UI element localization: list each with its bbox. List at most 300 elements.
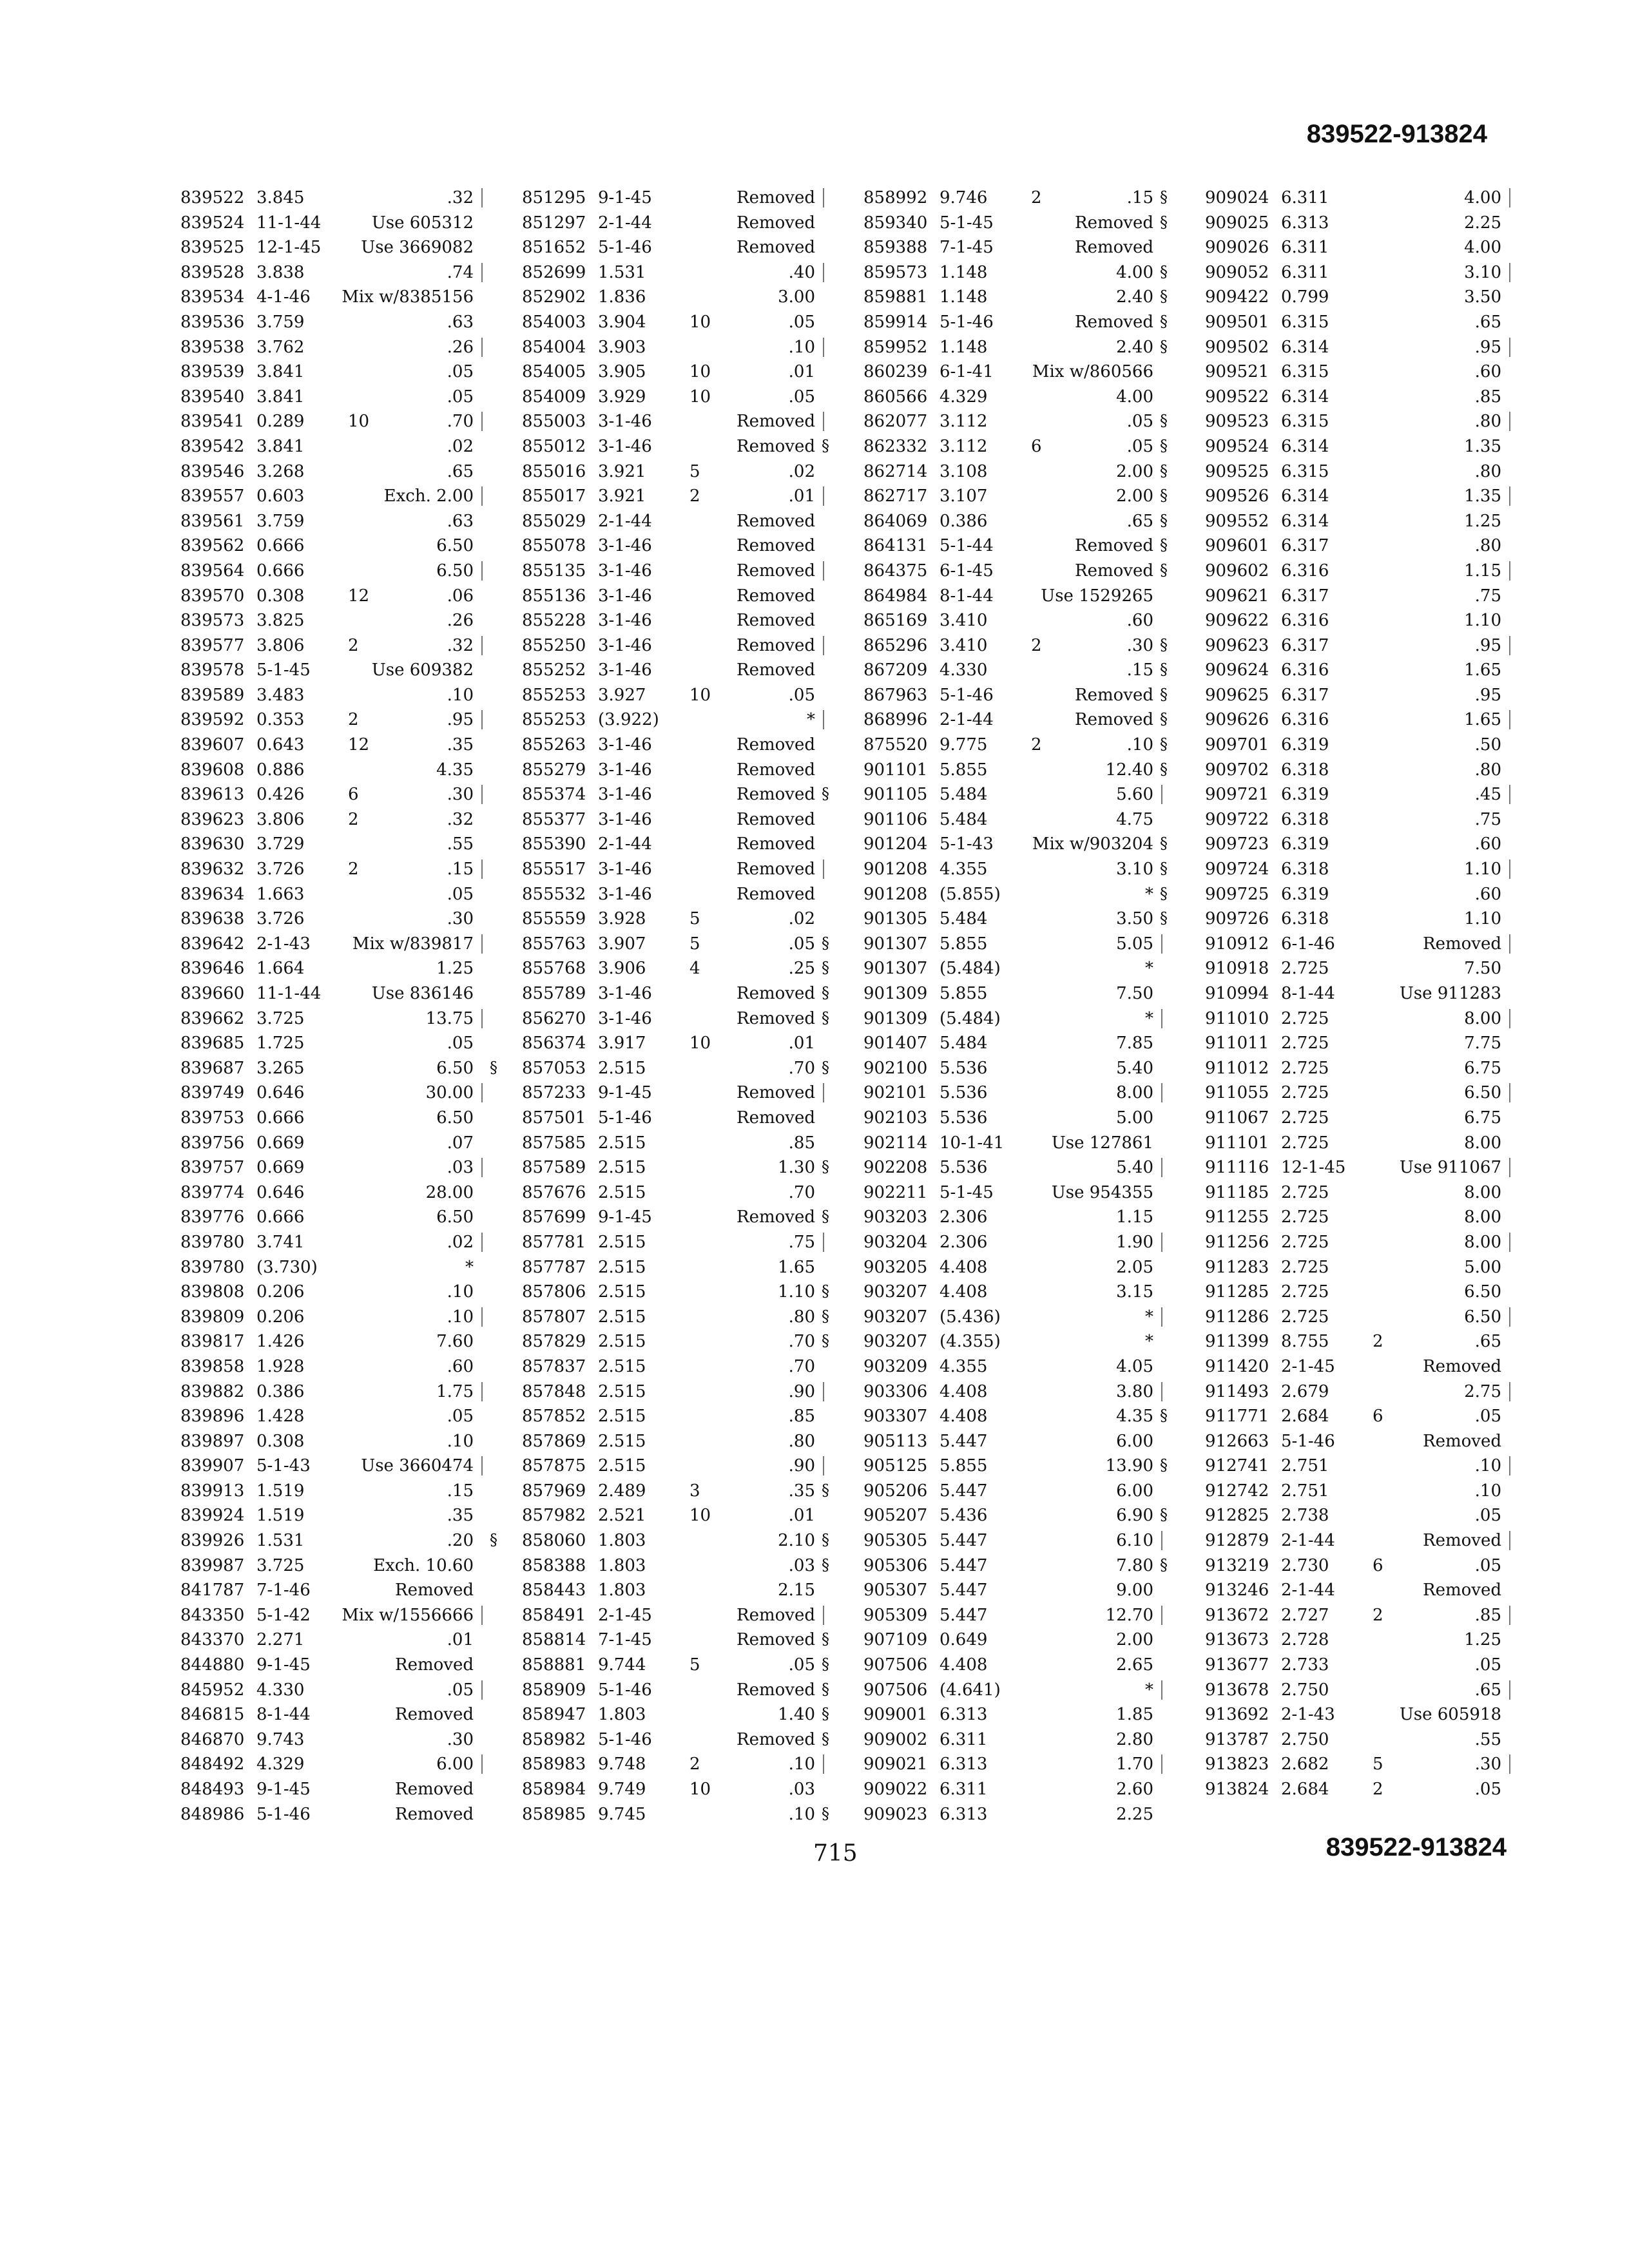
list-item — [1205, 486, 1527, 512]
part-number: 856270 — [522, 1008, 586, 1028]
list-item — [863, 760, 1179, 785]
price-or-status: 5.60 — [1116, 785, 1153, 805]
list-item — [522, 238, 841, 263]
part-number: 901309 — [863, 984, 928, 1003]
price-or-status: Removed — [737, 611, 815, 631]
section-mark: § — [1160, 287, 1168, 306]
part-number: 903307 — [863, 1407, 928, 1427]
price-or-status: 4.00 — [1116, 262, 1153, 282]
part-number: 905305 — [863, 1531, 928, 1551]
spec-or-date: 6.314 — [1281, 387, 1329, 407]
part-number: 862077 — [863, 412, 928, 432]
section-mark: § — [1160, 436, 1168, 455]
spec-or-date: 0.669 — [256, 1158, 305, 1178]
spec-or-date: 6.315 — [1281, 461, 1329, 481]
spec-or-date: 5.447 — [940, 1555, 988, 1575]
list-item — [1205, 312, 1527, 338]
spec-or-date: 6.317 — [1281, 635, 1329, 655]
list-item — [863, 1282, 1179, 1307]
price-or-status: Use 911067 — [1399, 1158, 1501, 1178]
price-or-status: Removed — [737, 213, 815, 233]
column-rule — [1161, 1531, 1162, 1550]
part-number: 845952 — [180, 1680, 245, 1700]
spec-or-date: 3.726 — [256, 909, 305, 929]
spec-or-date: 11-1-44 — [256, 984, 322, 1003]
spec-or-date: 6.314 — [1281, 436, 1329, 456]
price-or-status: Removed — [1075, 213, 1153, 233]
list-item — [180, 512, 509, 537]
section-mark: § — [822, 1630, 829, 1649]
price-or-status: Removed — [737, 1108, 815, 1128]
list-item — [522, 1258, 841, 1283]
column-rule — [1509, 561, 1510, 581]
list-item — [863, 834, 1179, 860]
part-number: 907506 — [863, 1655, 928, 1675]
part-number: 909021 — [863, 1754, 928, 1774]
list-item — [863, 1183, 1179, 1208]
section-mark: § — [822, 1207, 829, 1226]
spec-or-date: 5-1-46 — [598, 1108, 652, 1128]
part-number: 909725 — [1205, 884, 1269, 904]
list-item — [863, 1680, 1179, 1706]
part-number: 858982 — [522, 1729, 586, 1749]
price-or-status: 1.70 — [1116, 1754, 1153, 1774]
spec-or-date: 3.725 — [256, 1555, 305, 1575]
price-or-status: .15 — [447, 860, 474, 879]
price-or-status: * — [1145, 1680, 1153, 1700]
price-or-status: .05 — [1474, 1555, 1501, 1575]
list-item — [522, 1332, 841, 1357]
quantity: 10 — [689, 1033, 711, 1053]
part-number: 859881 — [863, 287, 928, 307]
spec-or-date: 3.928 — [598, 909, 646, 929]
price-or-status: 6.00 — [1116, 1481, 1153, 1501]
part-number: 854005 — [522, 362, 586, 382]
spec-or-date: 4.355 — [940, 860, 988, 879]
column-rule — [1509, 1158, 1510, 1177]
price-or-status: .15 — [447, 1481, 474, 1501]
part-number: 864069 — [863, 511, 928, 531]
spec-or-date: 3-1-46 — [598, 884, 652, 904]
list-item — [180, 611, 509, 636]
spec-or-date: 3.906 — [598, 959, 646, 979]
list-item — [180, 686, 509, 711]
price-or-status: .05 — [1474, 1506, 1501, 1526]
list-item — [863, 536, 1179, 561]
spec-or-date: 2.271 — [256, 1630, 305, 1650]
price-or-status: 3.15 — [1116, 1282, 1153, 1302]
list-item — [522, 1108, 841, 1133]
spec-or-date: 2.515 — [598, 1158, 646, 1178]
price-or-status: 1.10 — [1464, 860, 1501, 879]
spec-or-date: 1.148 — [940, 287, 988, 307]
price-or-status: 4.35 — [436, 760, 474, 780]
part-number: 903207 — [863, 1307, 928, 1327]
list-item — [1205, 1382, 1527, 1407]
price-or-status: 9.00 — [1116, 1581, 1153, 1600]
part-number: 867963 — [863, 685, 928, 705]
part-number: 839613 — [180, 785, 245, 805]
part-number: 839557 — [180, 486, 245, 506]
list-item — [180, 1158, 509, 1183]
section-mark: § — [822, 934, 829, 952]
spec-or-date: 0.646 — [256, 1083, 305, 1103]
part-number: 909552 — [1205, 511, 1269, 531]
price-or-status: .80 — [1474, 760, 1501, 780]
spec-or-date: 6.315 — [1281, 312, 1329, 332]
price-or-status: .01 — [447, 1630, 474, 1650]
list-item — [522, 1581, 841, 1606]
list-item — [863, 561, 1179, 586]
part-number: 839541 — [180, 412, 245, 432]
spec-or-date: 5-1-46 — [598, 1680, 652, 1700]
list-item — [863, 1432, 1179, 1457]
part-number: 839592 — [180, 710, 245, 730]
list-item — [522, 1481, 841, 1506]
list-item — [180, 1207, 509, 1233]
spec-or-date: 0.386 — [940, 511, 988, 531]
list-item — [1205, 238, 1527, 263]
list-item — [1205, 1033, 1527, 1059]
part-number: 839536 — [180, 312, 245, 332]
part-number: 901106 — [863, 809, 928, 829]
spec-or-date: 5.484 — [940, 785, 988, 805]
price-or-status: .85 — [788, 1407, 815, 1427]
list-item — [863, 810, 1179, 835]
column-rule — [1161, 1233, 1162, 1252]
column-rule — [823, 486, 824, 506]
spec-or-date: 2.725 — [1281, 1108, 1329, 1128]
price-or-status: Removed — [737, 1729, 815, 1749]
column-rule — [823, 1382, 824, 1401]
part-number: 912742 — [1205, 1481, 1269, 1501]
column-rule — [823, 263, 824, 282]
price-or-status: .15 — [1126, 188, 1153, 207]
spec-or-date: 3.762 — [256, 337, 305, 357]
list-item — [180, 437, 509, 462]
list-item — [522, 362, 841, 387]
price-or-status: * — [1145, 1307, 1153, 1327]
column-rule — [1161, 1680, 1162, 1700]
column-rule — [823, 1233, 824, 1252]
list-item — [1205, 387, 1527, 412]
list-item — [522, 263, 841, 288]
spec-or-date: 12-1-45 — [1281, 1158, 1346, 1178]
column-rule — [823, 1083, 824, 1102]
part-number: 848986 — [180, 1804, 245, 1824]
spec-or-date: 9-1-45 — [598, 1083, 652, 1103]
list-item — [180, 387, 509, 412]
list-item — [1205, 338, 1527, 363]
spec-or-date: 3-1-46 — [598, 760, 652, 780]
spec-or-date: 5.447 — [940, 1481, 988, 1501]
price-or-status: .02 — [788, 461, 815, 481]
quantity: 2 — [689, 1754, 700, 1774]
spec-or-date: 3.112 — [940, 412, 988, 432]
part-number: 858983 — [522, 1754, 586, 1774]
spec-or-date: 2.684 — [1281, 1407, 1329, 1427]
price-or-status: .60 — [1474, 884, 1501, 904]
spec-or-date: 2.725 — [1281, 1257, 1329, 1277]
spec-or-date: 0.603 — [256, 486, 305, 506]
part-number: 903207 — [863, 1332, 928, 1352]
part-number: 839897 — [180, 1431, 245, 1451]
price-or-status: 4.75 — [1116, 809, 1153, 829]
spec-or-date: 0.289 — [256, 412, 305, 432]
spec-or-date: 2.750 — [1281, 1680, 1329, 1700]
price-or-status: * — [1145, 884, 1153, 904]
price-or-status: .05 — [788, 685, 815, 705]
price-or-status: .05 — [788, 387, 815, 407]
part-number: 839538 — [180, 337, 245, 357]
part-number: 839780 — [180, 1257, 245, 1277]
price-or-status: 1.15 — [1116, 1207, 1153, 1227]
price-or-status: .30 — [447, 909, 474, 929]
price-or-status: 2.00 — [1116, 1630, 1153, 1650]
part-number: 858388 — [522, 1555, 586, 1575]
section-mark: § — [1160, 337, 1168, 356]
list-item — [180, 1183, 509, 1208]
spec-or-date: 2.515 — [598, 1381, 646, 1401]
list-item — [1205, 860, 1527, 885]
part-number: 839570 — [180, 586, 245, 606]
price-or-status: .30 — [447, 785, 474, 805]
price-or-status: Removed — [737, 561, 815, 581]
price-or-status: 6.50 — [1464, 1083, 1501, 1103]
list-item — [1205, 785, 1527, 810]
price-or-status: 1.25 — [1464, 511, 1501, 531]
price-or-status: 12.40 — [1105, 760, 1153, 780]
list-item — [863, 1754, 1179, 1780]
part-number: 905306 — [863, 1555, 928, 1575]
part-number: 909502 — [1205, 337, 1269, 357]
spec-or-date: 0.646 — [256, 1182, 305, 1202]
part-number: 839687 — [180, 1058, 245, 1078]
spec-or-date: 6.311 — [1281, 238, 1329, 258]
price-or-status: .05 — [1126, 436, 1153, 456]
column-rule — [1509, 1531, 1510, 1550]
price-or-status: .65 — [1474, 312, 1501, 332]
price-or-status: .85 — [1474, 1605, 1501, 1625]
list-item — [1205, 810, 1527, 835]
list-item — [863, 959, 1179, 984]
part-number: 856374 — [522, 1033, 586, 1053]
list-item — [522, 1059, 841, 1084]
price-or-status: .35 — [447, 1506, 474, 1526]
price-or-status: Removed — [737, 1008, 815, 1028]
spec-or-date: 2.306 — [940, 1232, 988, 1252]
list-item — [522, 1754, 841, 1780]
price-or-status: 5.40 — [1116, 1158, 1153, 1178]
part-number: 848492 — [180, 1754, 245, 1774]
part-number: 857848 — [522, 1381, 586, 1401]
list-item — [522, 536, 841, 561]
part-number: 839660 — [180, 984, 245, 1003]
part-number: 858491 — [522, 1605, 586, 1625]
part-number: 901307 — [863, 934, 928, 954]
part-number: 909723 — [1205, 834, 1269, 854]
spec-or-date: 0.666 — [256, 1108, 305, 1128]
price-or-status: 1.90 — [1116, 1232, 1153, 1252]
part-number: 843370 — [180, 1630, 245, 1650]
part-number: 909522 — [1205, 387, 1269, 407]
price-or-status: .30 — [1474, 1754, 1501, 1774]
list-item — [522, 338, 841, 363]
column-rule — [823, 561, 824, 581]
price-or-status: 8.00 — [1464, 1008, 1501, 1028]
part-number: 913678 — [1205, 1680, 1269, 1700]
list-item — [180, 1556, 509, 1581]
part-number: 909422 — [1205, 287, 1269, 307]
spec-or-date: 5-1-46 — [940, 685, 994, 705]
part-number: 839882 — [180, 1381, 245, 1401]
price-or-status: 3.00 — [778, 287, 815, 307]
section-mark: § — [822, 1655, 829, 1674]
part-number: 909726 — [1205, 909, 1269, 929]
section-mark: § — [822, 785, 829, 803]
part-number: 859340 — [863, 213, 928, 233]
section-mark: § — [822, 1804, 829, 1823]
part-number: 857233 — [522, 1083, 586, 1103]
price-or-status: 6.75 — [1464, 1108, 1501, 1128]
quantity: 6 — [1373, 1407, 1383, 1427]
section-mark: § — [1160, 188, 1168, 206]
page-footer-range: 839522-913824 — [1325, 1833, 1507, 1861]
part-number: 903203 — [863, 1207, 928, 1227]
spec-or-date: 2-1-45 — [598, 1605, 652, 1625]
part-number: 839817 — [180, 1332, 245, 1352]
list-item — [863, 1506, 1179, 1531]
list-item — [522, 1183, 841, 1208]
section-mark: § — [1160, 660, 1168, 679]
list-item — [1205, 611, 1527, 636]
price-or-status: Mix w/903204 — [1032, 834, 1153, 854]
column-rule — [1509, 1754, 1510, 1774]
part-number: 839573 — [180, 611, 245, 631]
part-number: 909525 — [1205, 461, 1269, 481]
spec-or-date: 0.649 — [940, 1630, 988, 1650]
spec-or-date: 6.315 — [1281, 362, 1329, 382]
column-rule — [1161, 1083, 1162, 1102]
spec-or-date: 3-1-46 — [598, 611, 652, 631]
spec-or-date: 7-1-46 — [256, 1581, 311, 1600]
list-item — [522, 486, 841, 512]
spec-or-date: 5.855 — [940, 984, 988, 1003]
price-or-status: Removed — [737, 586, 815, 606]
list-item — [1205, 1332, 1527, 1357]
spec-or-date: 3.410 — [940, 635, 988, 655]
list-item — [863, 1805, 1179, 1830]
spec-or-date: 3.917 — [598, 1033, 646, 1053]
price-or-status: Removed — [737, 238, 815, 258]
part-number: 839525 — [180, 238, 245, 258]
part-number: 839534 — [180, 287, 245, 307]
section-mark: § — [822, 1481, 829, 1499]
price-or-status: 2.75 — [1464, 1381, 1501, 1401]
list-item — [1205, 188, 1527, 213]
quantity: 2 — [1031, 735, 1042, 755]
spec-or-date: 6.311 — [1281, 262, 1329, 282]
spec-or-date: 9.746 — [940, 188, 988, 207]
quantity: 12 — [348, 586, 370, 606]
section-mark: § — [1160, 213, 1168, 231]
section-mark: § — [1160, 834, 1168, 853]
part-number: 865296 — [863, 635, 928, 655]
price-or-status: .32 — [447, 635, 474, 655]
spec-or-date: 2.725 — [1281, 1182, 1329, 1202]
list-item — [522, 1730, 841, 1755]
spec-or-date: 0.666 — [256, 536, 305, 556]
part-number: 855763 — [522, 934, 586, 954]
part-number: 864131 — [863, 536, 928, 556]
list-item — [1205, 834, 1527, 860]
list-item — [522, 834, 841, 860]
part-number: 907109 — [863, 1630, 928, 1650]
list-item — [180, 735, 509, 760]
price-or-status: Removed — [395, 1804, 474, 1824]
part-number: 909621 — [1205, 586, 1269, 606]
price-or-status: * — [465, 1257, 474, 1277]
price-or-status: 6.50 — [1464, 1282, 1501, 1302]
part-number: 867209 — [863, 660, 928, 680]
part-number: 851297 — [522, 213, 586, 233]
spec-or-date: 6.318 — [1281, 809, 1329, 829]
price-or-status: .80 — [1474, 536, 1501, 556]
price-or-status: Use 605312 — [371, 213, 474, 233]
price-or-status: .63 — [447, 312, 474, 332]
part-number: 839608 — [180, 760, 245, 780]
spec-or-date: 6.319 — [1281, 884, 1329, 904]
part-number: 912741 — [1205, 1456, 1269, 1476]
spec-or-date: 2.515 — [598, 1407, 646, 1427]
part-number: 857807 — [522, 1307, 586, 1327]
list-item — [180, 1730, 509, 1755]
quantity: 2 — [1373, 1605, 1383, 1625]
spec-or-date: 1.803 — [598, 1531, 646, 1551]
list-item — [1205, 1780, 1527, 1805]
spec-or-date: 2-1-44 — [940, 710, 994, 730]
list-item — [522, 636, 841, 661]
price-or-status: Removed — [1075, 238, 1153, 258]
spec-or-date: 5.447 — [940, 1605, 988, 1625]
list-item — [1205, 1282, 1527, 1307]
spec-or-date: 0.308 — [256, 1431, 305, 1451]
price-or-status: 6.10 — [1116, 1531, 1153, 1551]
part-number: 909523 — [1205, 412, 1269, 432]
list-item — [522, 686, 841, 711]
part-number: 903209 — [863, 1356, 928, 1376]
part-number: 911283 — [1205, 1257, 1269, 1277]
list-item — [180, 1531, 509, 1556]
price-or-status: 6.50 — [436, 1108, 474, 1128]
price-or-status: Mix w/860566 — [1032, 362, 1153, 382]
part-number: 901208 — [863, 860, 928, 879]
list-item — [522, 1630, 841, 1655]
part-number: 839562 — [180, 536, 245, 556]
list-item — [180, 984, 509, 1009]
section-mark: § — [1160, 909, 1168, 928]
price-or-status: 1.10 — [778, 1282, 815, 1302]
spec-or-date: 5.536 — [940, 1158, 988, 1178]
price-or-status: Mix w/839817 — [352, 934, 474, 954]
spec-or-date: 12-1-45 — [256, 238, 322, 258]
section-mark: § — [1160, 1456, 1168, 1475]
price-or-status: 3.80 — [1116, 1381, 1153, 1401]
listing-column — [180, 188, 509, 1829]
spec-or-date: 2-1-45 — [1281, 1356, 1335, 1376]
price-or-status: .30 — [447, 1729, 474, 1749]
column-rule — [1509, 486, 1510, 506]
